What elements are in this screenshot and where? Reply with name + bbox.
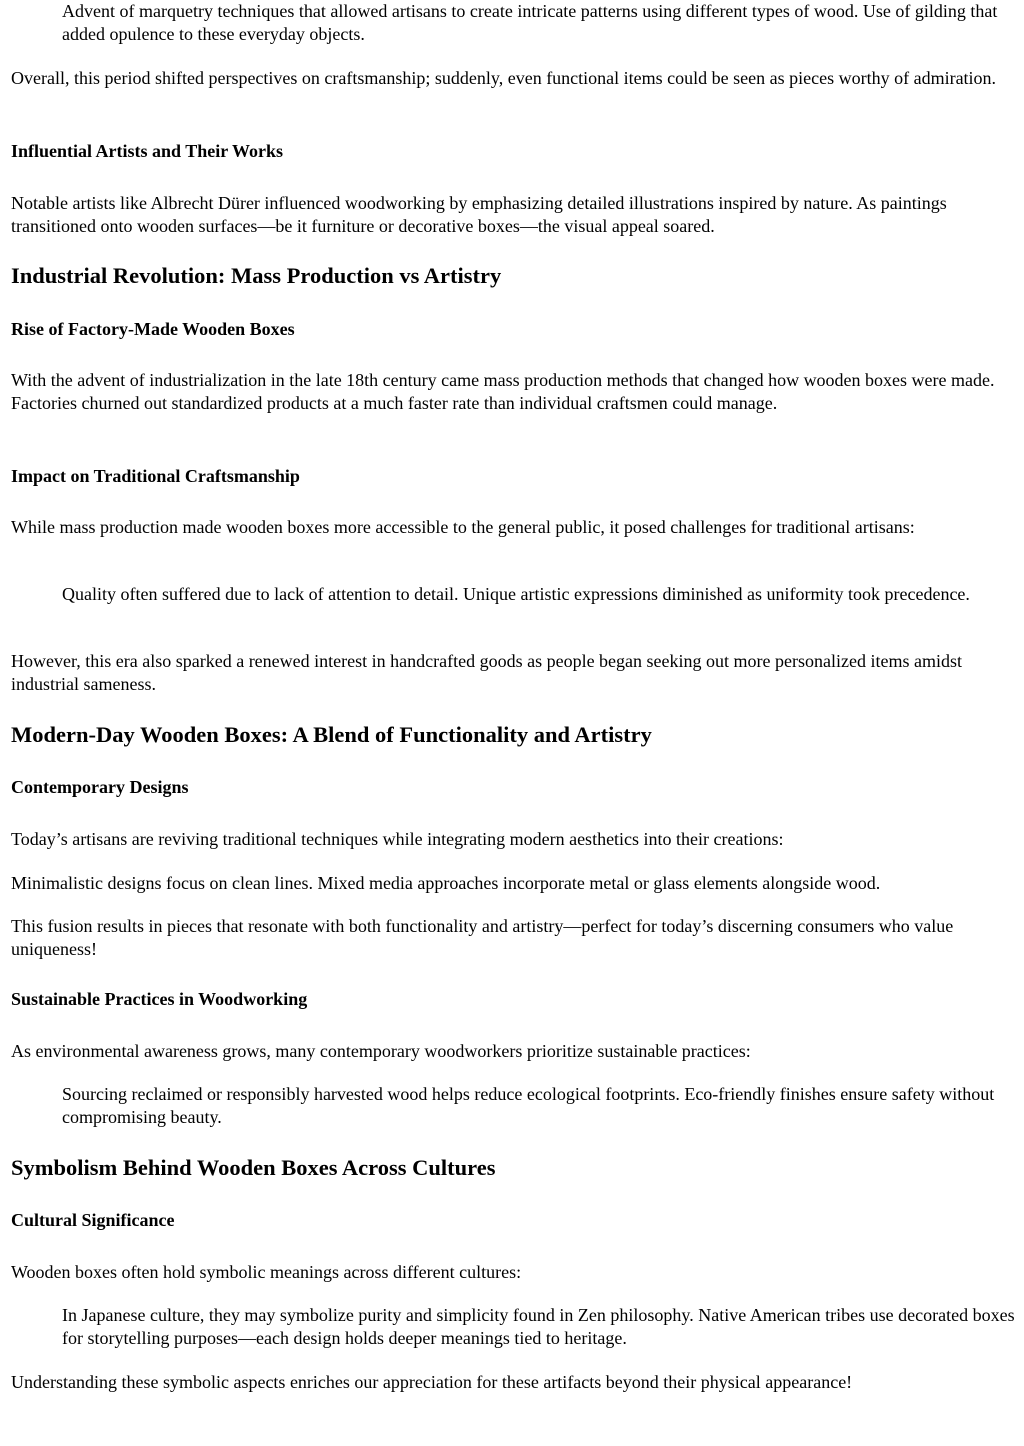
heading-factory-made-boxes: Rise of Factory-Made Wooden Boxes [11,319,295,339]
heading-sustainable-practices: Sustainable Practices in Woodworking [11,989,308,1009]
paragraph-understanding: Understanding these symbolic aspects enriches our appreciation for these artifacts beyond their physical appearance! [11,1372,853,1392]
paragraph-industrialization: With the advent of industrialization in the late 18th century came mass production methods that changed how wooden boxes were made. Factories churned out standardized products at a much faster rate than individual craftsmen could manage. [11,370,995,413]
heading-modern-day-boxes: Modern-Day Wooden Boxes: A Blend of Functionality and Artistry [11,722,652,747]
paragraph-fusion: This fusion results in pieces that resonate with both functionality and artistry—perfect for today’s discerning consumers who value uniqueness! [11,916,954,959]
paragraph-symbolic-meanings: Wooden boxes often hold symbolic meanings across different cultures: [11,1262,522,1282]
paragraph-mass-production: While mass production made wooden boxes more accessible to the general public, it posed challenges for traditional artisans: [11,517,915,537]
blockquote-marquetry: Advent of marquetry techniques that allowed artisans to create intricate patterns using different types of wood. Use of gilding that added opulence to these everyday objects. [62,1,998,44]
blockquote-quality: Quality often suffered due to lack of attention to detail. Unique artistic expressions diminished as uniformity took precedence. [62,584,970,604]
heading-traditional-craftsmanship: Impact on Traditional Craftsmanship [11,466,300,486]
heading-cultural-significance: Cultural Significance [11,1210,175,1230]
heading-influential-artists: Influential Artists and Their Works [11,141,284,161]
heading-symbolism: Symbolism Behind Wooden Boxes Across Cultures [11,1155,496,1180]
paragraph-todays-artisans: Today’s artisans are reviving traditional techniques while integrating modern aesthetics into their creations: [11,829,784,849]
paragraph-craftsmanship-shift: Overall, this period shifted perspectives on craftsmanship; suddenly, even functional items could be seen as pieces worthy of admiration. [11,68,997,88]
paragraph-environmental-awareness: As environmental awareness grows, many contemporary woodworkers prioritize sustainable practices: [11,1041,751,1061]
paragraph-minimalistic-designs: Minimalistic designs focus on clean lines. Mixed media approaches incorporate metal or glass elements alongside wood. [11,873,881,893]
paragraph-durer: Notable artists like Albrecht Dürer influenced woodworking by emphasizing detailed illustrations inspired by nature. As paintings transitioned onto wooden surfaces—be it furniture or decorative boxes—the visual appeal soared. [11,193,947,236]
paragraph-renewed-interest: However, this era also sparked a renewed interest in handcrafted goods as people began seeking out more personalized items amidst industrial sameness. [11,651,962,694]
heading-contemporary-designs: Contemporary Designs [11,777,189,797]
blockquote-cultures: In Japanese culture, they may symbolize purity and simplicity found in Zen philosophy. Native American tribes use decorated boxes for storytelling purposes—each design holds deeper meanings tied to heritage. [62,1305,1015,1348]
heading-industrial-revolution: Industrial Revolution: Mass Production vs Artistry [11,263,502,288]
blockquote-sourcing: Sourcing reclaimed or responsibly harvested wood helps reduce ecological footprints. Eco-friendly finishes ensure safety without compromising beauty. [62,1084,995,1127]
